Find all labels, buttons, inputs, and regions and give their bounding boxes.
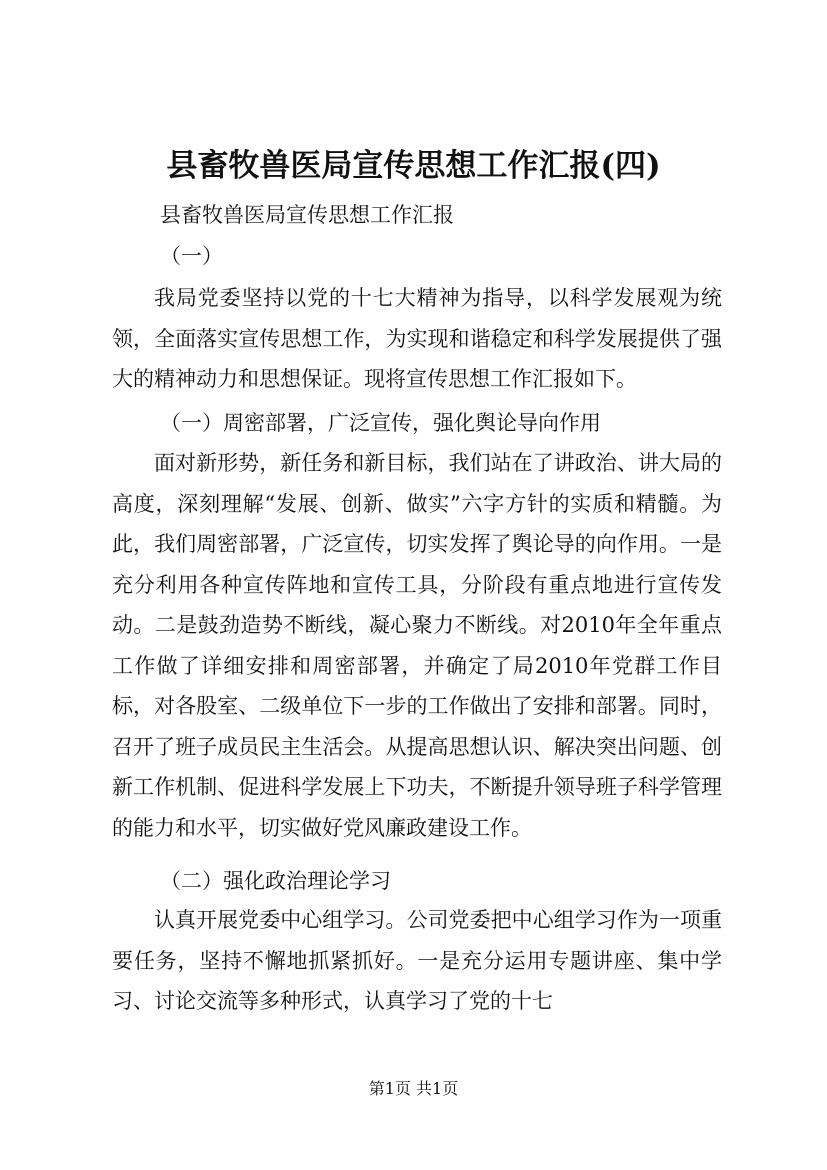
section-mark: （一） <box>160 244 223 268</box>
document-title: 县畜牧兽医局宣传思想工作汇报(四) <box>166 148 661 184</box>
paragraph-intro: 我局党委坚持以党的十七大精神为指导，以科学发展观为统领，全面落实宣传思想工作，为实现和谐稳定和科学发展提供了强大的精神动力和思想保证。现将宣传思想工作汇报如下。 <box>112 286 722 391</box>
page-number: 第1页 共1页 <box>368 1079 459 1098</box>
paragraph-section-1: 面对新形势，新任务和新目标，我们站在了讲政治、讲大局的高度，深刻理解“发展、创新、做实”六字方针的实质和精髓。为此，我们周密部署，广泛宣传，切实发挥了舆论导的向作用。一是充分利用各种宣传阵地和宣传工具，分阶段有重点地进行宣传发动。二是鼓劲造势不断线，凝心聚力不断线。对2010年全年重点工作做了详细安排和周密部署，并确定了局2010年党群工作目标，对各股室、二级单位下一步的工作做出了安排和部署。同时，召开了班子成员民主生活会。从提高思想认识、解决突出问题、创新工作机制、促进科学发展上下功夫，不断提升领导班子科学管理的能力和水平，切实做好党风廉政建设工作。 <box>112 451 722 840</box>
document-subtitle: 县畜牧兽医局宣传思想工作汇报 <box>160 203 454 227</box>
section-heading-1: （一）周密部署，广泛宣传，强化舆论导向作用 <box>160 411 601 435</box>
paragraph-section-2: 认真开展党委中心组学习。公司党委把中心组学习作为一项重要任务，坚持不懈地抓紧抓好。一是充分运用专题讲座、集中学习、讨论交流等多种形式，认真学习了党的十七 <box>112 908 722 1013</box>
section-heading-2: （二）强化政治理论学习 <box>160 869 391 893</box>
